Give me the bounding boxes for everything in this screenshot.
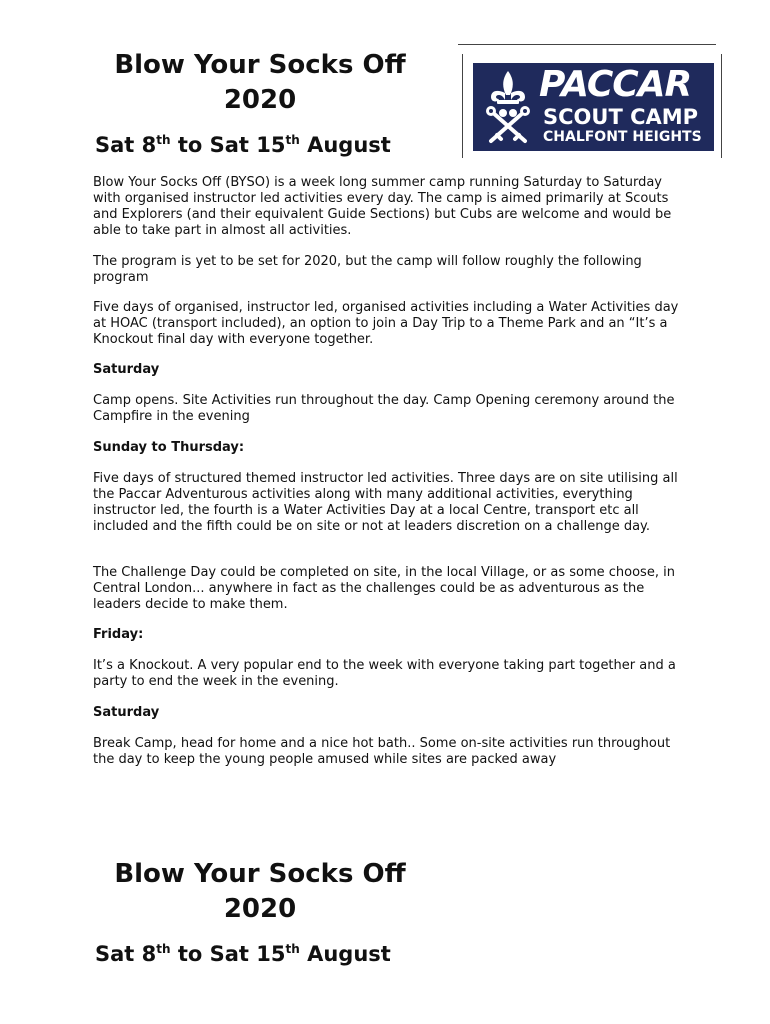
friday-heading: Friday: xyxy=(93,627,144,642)
saturday-heading: Saturday xyxy=(93,362,160,377)
logo-frame-right xyxy=(721,54,722,158)
saturday-break-heading: Saturday xyxy=(93,705,160,720)
sunday-thursday-heading: Sunday to Thursday: xyxy=(93,440,245,455)
paccar-logo xyxy=(473,63,714,151)
logo-frame-left xyxy=(462,54,463,158)
page-title-repeat xyxy=(80,857,440,927)
date-subtitle: Sat 8th to Sat 15th August xyxy=(95,133,391,157)
program-paragraph: The program is yet to be set for 2020, but the camp will follow roughly the following program xyxy=(93,254,642,285)
date-subtitle-repeat: Sat 8th to Sat 15th August xyxy=(95,942,391,966)
saturday-paragraph: Camp opens. Site Activities run throughout the day. Camp Opening ceremony around the Campfire in the evening xyxy=(93,393,675,424)
page-title xyxy=(80,48,440,118)
intro-paragraph: Blow Your Socks Off (BYSO) is a week long summer camp running Saturday to Saturday with organised instructor led activities every day. The camp is aimed primarily at Scouts and Explorers (and their equivalent Guide Sections) but Cubs are welcome and would be able to take part in almost all activities. xyxy=(93,175,672,238)
title-line-1: Blow Your Socks Off xyxy=(114,50,406,80)
friday-paragraph: It’s a Knockout. A very popular end to the week with everyone taking part together and a party to end the week in the evening. xyxy=(93,658,676,689)
five-days-paragraph: Five days of organised, instructor led, organised activities including a Water Activities day at HOAC (transport included), an option to join a Day Trip to a Theme Park and an “It’s a Knockout final day with everyone together. xyxy=(93,300,679,347)
sunday-thursday-paragraph: Five days of structured themed instructor led activities. Three days are on site utilising all the Paccar Adventurous activities along with many additional activities, everything instructor led, the fourth is a Water Activities Day at a local Centre, transport etc all included and the fifth could be on site or not at leaders discretion on a challenge day. xyxy=(93,471,678,534)
logo-brand: PACCAR xyxy=(539,64,692,105)
title-line-1-repeat: Blow Your Socks Off xyxy=(114,859,406,889)
logo-scout-camp: SCOUT CAMP xyxy=(543,105,699,129)
challenge-paragraph: The Challenge Day could be completed on site, in the local Village, or as some choose, in Central London... anywhere in fact as the challenges could be as adventurous as the leaders decide to make them. xyxy=(93,565,675,612)
title-line-2-repeat: 2020 xyxy=(223,894,297,924)
title-line-2: 2020 xyxy=(223,85,297,115)
logo-location: CHALFONT HEIGHTS xyxy=(543,129,702,145)
break-camp-paragraph: Break Camp, head for home and a nice hot bath.. Some on-site activities run throughout the day to keep the young people amused while sites are packed away xyxy=(93,736,671,767)
logo-frame-top xyxy=(458,44,716,45)
fleur-de-lis-keys-icon xyxy=(479,67,537,147)
